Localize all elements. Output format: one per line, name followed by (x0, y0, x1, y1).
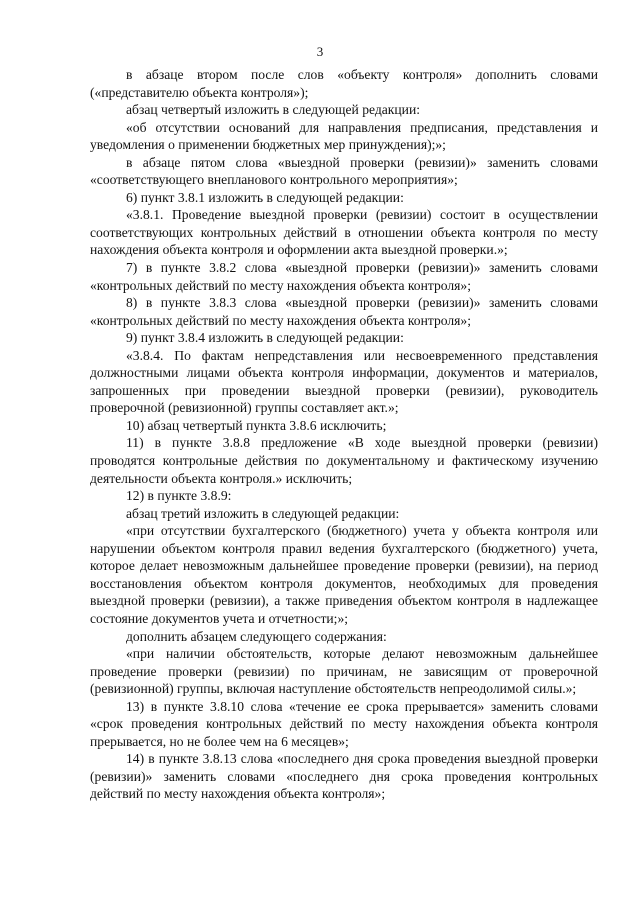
page-number: 3 (316, 44, 324, 59)
paragraph: 10) абзац четвертый пункта 3.8.6 исключить; (126, 417, 387, 433)
paragraph: в абзаце втором после слов «объекту контроля» дополнить словами («представителю объекта контроля»); (90, 67, 598, 100)
paragraph: в абзаце пятом слова «выездной проверки (ревизии)» заменить словами «соответствующего внепланового контрольного мероприятия»; (90, 154, 598, 188)
paragraph: «3.8.1. Проведение выездной проверки (ревизии) состоит в осуществлении соответствующих контрольных действий в отношении объекта контроля по месту нахождения объекта контроля и оформлении акта выездной проверки.»; (90, 207, 598, 258)
paragraph: «при наличии обстоятельств, которые делают невозможным дальнейшее проведение проверки (ревизии) по причинам, не зависящим от проверочной (ревизионной) группы, включая наступление обстоятельств непреодолимой силы.»; (90, 646, 598, 697)
paragraph: «при отсутствии бухгалтерского (бюджетного) учета у объекта контроля или нарушении объектом контроля правил ведения бухгалтерского (бюджетного) учета, которое делает невозможным дальнейшее проведение проверки (ревизии), на период восстановления объектом контроля документов, необходимых для проведения выездной проверки (ревизии), а также приведения объектом контроля в надлежащее состояние документов учета и отчетности;»; (90, 523, 598, 626)
paragraph: 14) в пункте 3.8.13 слова «последнего дня срока проведения выездной проверки (ревизии)» заменить словами «последнего дня срока проведения контрольных действий по месту нахождения объекта контроля»; (90, 751, 598, 802)
paragraph: 13) в пункте 3.8.10 слова «течение ее срока прерывается» заменить словами «срок проведения контрольных действий по месту нахождения объекта контроля прерывается, но не более чем на 6 месяцев»; (90, 698, 598, 749)
paragraph: 12) в пункте 3.8.9: (126, 488, 232, 504)
paragraph: 6) пункт 3.8.1 изложить в следующей редакции: (126, 189, 404, 205)
paragraph: 8) в пункте 3.8.3 слова «выездной проверки (ревизии)» заменить словами «контрольных действий по месту нахождения объекта контроля»; (90, 295, 598, 328)
paragraph: абзац третий изложить в следующей редакции: (126, 505, 400, 521)
document-body (90, 66, 598, 803)
paragraph: «3.8.4. По фактам непредставления или несвоевременного представления должностными лицами объекта контроля информации, документов и материалов, запрошенных при проведении выездной проверки (ревизии), руководитель проверочной (ревизионной) группы составляет акт.»; (90, 347, 598, 416)
paragraph: «об отсутствии оснований для направления предписания, представления и уведомления о применении бюджетных мер принуждения);»; (90, 119, 598, 153)
paragraph: 7) в пункте 3.8.2 слова «выездной проверки (ревизии)» заменить словами «контрольных действий по месту нахождения объекта контроля»; (90, 260, 598, 293)
paragraph: 9) пункт 3.8.4 изложить в следующей редакции: (126, 330, 404, 346)
paragraph: дополнить абзацем следующего содержания: (126, 628, 387, 644)
paragraph: 11) в пункте 3.8.8 предложение «В ходе выездной проверки (ревизии) проводятся контрольные действия по документальному и фактическому изучению деятельности объекта контроля.» исключить; (90, 435, 598, 486)
paragraph: абзац четвертый изложить в следующей редакции: (126, 102, 421, 118)
